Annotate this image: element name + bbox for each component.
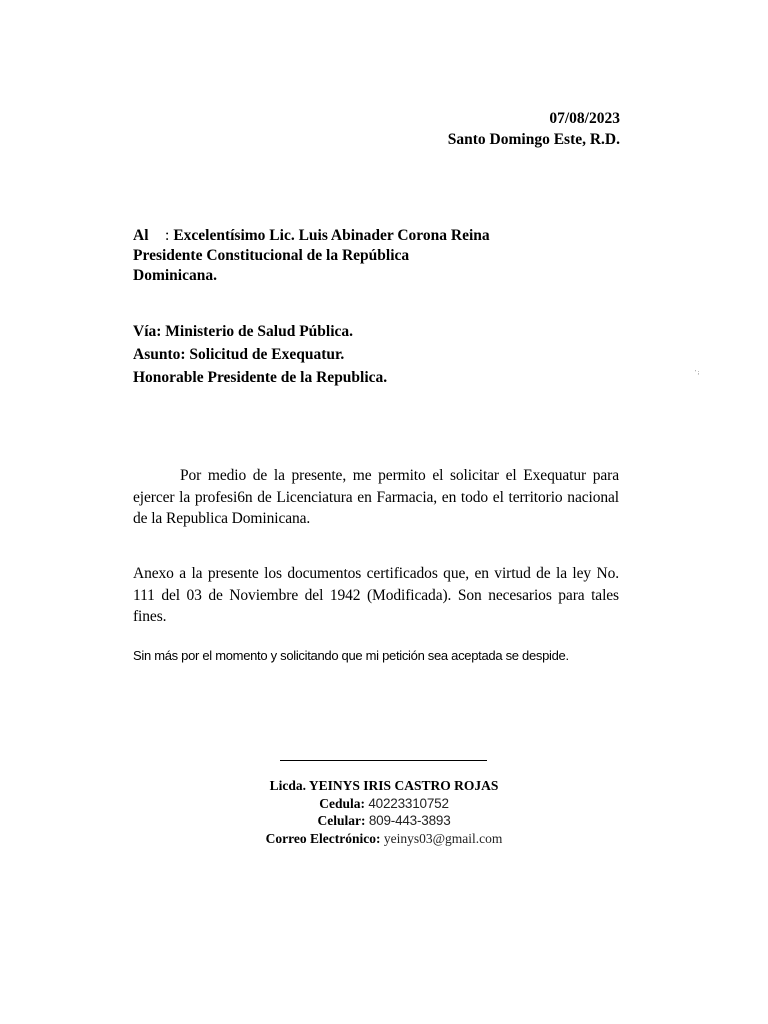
cedula-value: 40223310752 <box>368 795 449 811</box>
celular-label: Celular: <box>317 813 366 828</box>
via-line: Vía: Ministerio de Salud Pública. <box>133 323 354 340</box>
celular-row <box>184 812 584 830</box>
correo-label: Correo Electrónico: <box>265 830 381 846</box>
recipient-block <box>133 226 553 286</box>
signature-line <box>280 760 487 761</box>
signer-name: Licda. YEINYS IRIS CASTRO ROJAS <box>269 778 499 793</box>
cedula-row <box>184 795 584 813</box>
recipient-colon: : <box>165 227 170 244</box>
stray-mark: ' ; <box>695 370 700 376</box>
body-paragraph-1: Por medio de la presente, me permito el solicitar el Exequatur para ejercer la profesi6n de Licenciatura en Farmacia, en todo el territorio nacional de la Republica Dominicana. <box>133 467 619 527</box>
recipient-country: Dominicana. <box>133 267 217 284</box>
subject-line: Asunto: Solicitud de Exequatur. <box>133 346 345 363</box>
cedula-label: Cedula: <box>319 795 365 811</box>
letter-place: Santo Domingo Este, R.D. <box>447 131 620 148</box>
correo-value: yeinys03@gmail.com <box>383 830 503 846</box>
closing-line: Sin más por el momento y solicitando que mi petición sea aceptada se despide. <box>133 648 569 663</box>
date-place-block <box>448 108 620 150</box>
salutation-line: Honorable Presidente de la Republica. <box>133 369 388 386</box>
recipient-name: Excelentísimo Lic. Luis Abinader Corona Reina <box>173 227 490 244</box>
body-paragraph-2: Anexo a la presente los documentos certificados que, en virtud de la ley No. 111 del 03 de Noviembre del 1942 (Modificada). Son necesarios para tales fines. <box>133 565 619 625</box>
celular-value: 809-443-3893 <box>368 813 451 828</box>
recipient-title: Presidente Constitucional de la República <box>133 247 410 264</box>
correo-row <box>184 830 584 848</box>
recipient-line-1 <box>133 226 553 246</box>
signature-block <box>184 777 584 847</box>
recipient-label: Al <box>133 227 149 244</box>
letter-date: 07/08/2023 <box>549 110 620 127</box>
routing-block <box>133 320 387 389</box>
